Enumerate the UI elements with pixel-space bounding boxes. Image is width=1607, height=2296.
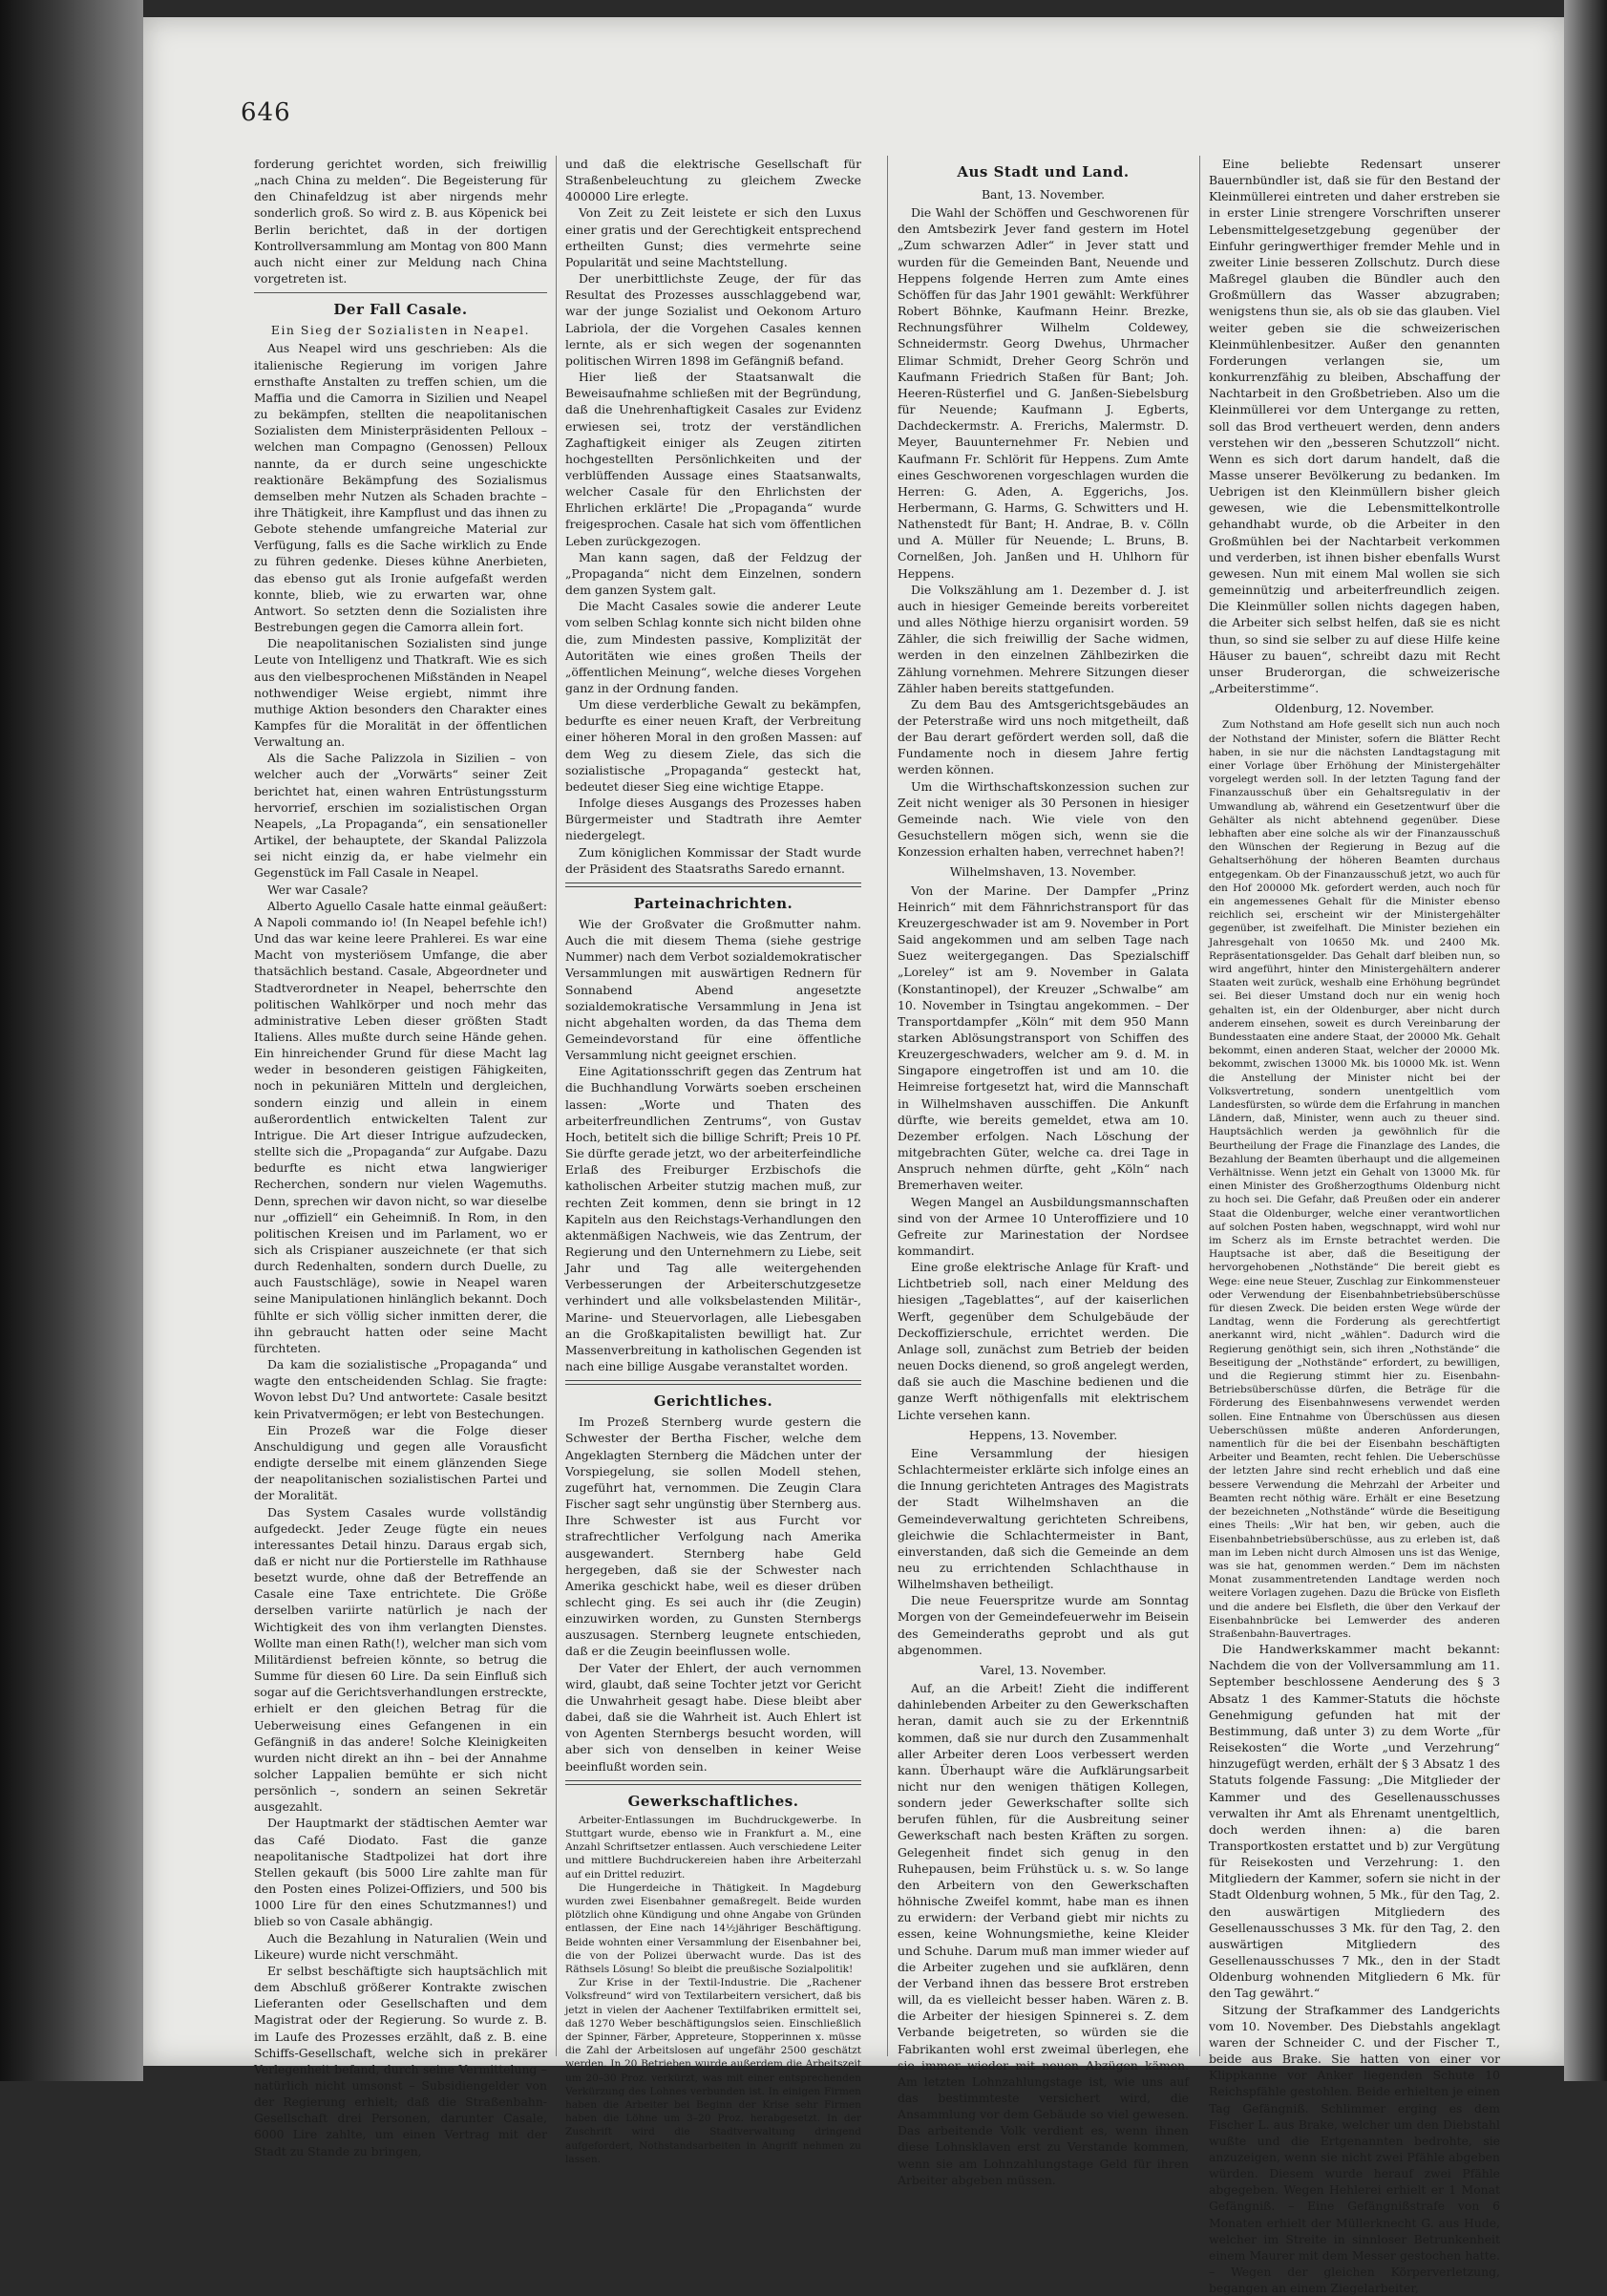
paragraph: Arbeiter-Entlassungen im Buchdruckgewerbe. In Stuttgart wurde, ebenso wie in Frankfurt a. M., eine Anzahl Schriftsetzer entlassen. Auch verschiedene Leiter und mittlere Buchdruckereien haben ihre Arbeiterzahl auf ein Drittel reduzirt. — [565, 1814, 861, 1881]
paragraph: Als die Sache Palizzola in Sizilien – von welcher auch der „Vorwärts“ seiner Zeit berichtet hat, einen wahren Entrüstungssturm hervorrief, erschien im sozialistischen Organ Neapels, „La Propaganda“, ein sensationeller Artikel, der behauptete, der Skandal Palizzola sei nicht einzig da, er habe vielmehr ein Gegenstück im Fall Casale in Neapel. — [254, 751, 547, 881]
column-rule — [556, 156, 557, 2056]
paragraph: Eine Versammlung der hiesigen Schlachtermeister erklärte sich infolge eines an die Innung gerichteten Antrages des Magistrats der Stadt Wilhelmshaven an die Gemeindeverwaltung gerichteten Schreibens, gleichwie die Schlachtermeister in Bant, einverstanden, daß sich die Gemeinde an dem neu zu errichtenden Schlachthause in Wilhelmshaven betheiligt. — [898, 1445, 1189, 1592]
paragraph: Der Hauptmarkt der städtischen Aemter war das Café Diodato. Fast die ganze neapolitanische Stadtpolizei hat dort ihre Stellen gekauft (bis 5000 Lire zahlte man für den Posten eines Polizei-Offiziers, und 500 bis 1000 Lire für den eines Schutzmannes!) und blieb so von Casale abhängig. — [254, 1816, 547, 1929]
section-divider — [565, 1780, 861, 1785]
paragraph: und daß die elektrische Gesellschaft für Straßenbeleuchtung zu gleichem Zwecke 400000 Lire erlegte. — [565, 157, 861, 204]
paragraph: Eine Agitationsschrift gegen das Zentrum hat die Buchhandlung Vorwärts soeben erscheinen lassen: „Worte und Thaten des arbeiterfreundlichen Zentrums“, von Gustav Hoch, betitelt sich die billige Schrift; Preis 10 Pf. Sie dürfte gerade jetzt, wo der arbeiterfeindliche Erlaß des Freiburger Erzbischofs die katholischen Arbeiter stutzig machen muß, zur rechten Zeit kommen, denn sie bringt in 12 Kapiteln aus den Reichstags-Verhandlungen den aktenmäßigen Nachweis, wie das Zentrum, der Regierung und den Unternehmern zu Liebe, seit Jahr und Tag alle weitergehenden Verbesserungen der Arbeiterschutzgesetze verhindert und alle volksbelastenden Militär-, Marine- und Steuervorlagen, alle Liebesgaben an die Großkapitalisten bewilligt hat. Zur Massenverbreitung in katholischen Gegenden ist nach eine billige Ausgabe veranstaltet worden. — [565, 1064, 861, 1374]
column-rule — [887, 156, 888, 2056]
column-2 — [565, 156, 861, 2165]
paragraph: Um diese verderbliche Gewalt zu bekämpfen, bedurfte es einer neuen Kraft, der Verbreitung einer höheren Moral in den großen Massen: auf dem Weg zu diesem Ziele, das sich die sozialistische „Propaganda“ gesteckt hat, bedeutet dieser Sieg eine wichtige Etappe. — [565, 697, 861, 794]
column-4 — [1209, 156, 1500, 2296]
section-title-local-news: Aus Stadt und Land. — [957, 163, 1130, 181]
paragraph: Eine große elektrische Anlage für Kraft- und Lichtbetrieb soll, nach einer Meldung des hiesigen „Tageblattes“, auf der kaiserlichen Werft, gegenüber dem Schulgebäude der Deckoffizierschule, errichtet werden. Die Anlage soll, zunächst zum Betrieb der beiden neuen Docks dienend, so groß angelegt werden, daß sie auch die Maschine bedienen und die ganze Werft nöthigenfalls mit elektrischem Lichte versehen kann. — [898, 1260, 1189, 1422]
paragraph: Ein Prozeß war die Folge dieser Anschuldigung und gegen alle Vorausficht endigte derselbe mit einem glänzenden Siege der neapolitanischen sozialistischen Partei und der Moralität. — [254, 1422, 547, 1503]
paragraph: Alberto Aguello Casale hatte einmal geäußert: A Napoli commando io! (In Neapel befehle ich!) Und das war keine leere Prahlerei. Es war eine Macht von mysteriösem Umfange, die aber thatsächlich bestand. Casale, Abgeordneter und Stadtverordneter in Neapel, beherrschte den politischen Wahlkörper und noch mehr das administrative Leben dieser größten Stadt Italiens. Alles mußte durch seine Hände gehen. Ein hinreichender Grund für diese Macht lag weder in besonderen geistigen Fähigkeiten, noch in pekuniären Mitteln und dergleichen, sondern einzig und allein in einem außerordentlich entwickelten Talent zur Intrigue. Die Art dieser Intrigue aufzudecken, stellte sich die „Propaganda“ zur Aufgabe. Dazu bedurfte es nicht etwa langwieriger Recherchen, sondern nur vielen Wagemuths. Denn, sprechen wir davon nicht, so war dieselbe nur „offiziell“ ein Geheimniß. In Rom, in den politischen Kreisen und im Parlament, wo er sich als Crispianer auszeichnete (er that sich durch Redenhalten, sondern durch Duelle, zu auch Faustschläge), sowie in Neapel waren seine Manipulationen hinlänglich bekannt. Doch fühlte er sich völlig sicher inmitten derer, die ihn gebraucht hatten oder seine Macht fürchteten. — [254, 898, 547, 1355]
paragraph: Die Wahl der Schöffen und Geschworenen für den Amtsbezirk Jever fand gestern im Hotel „Zum schwarzen Adler“ in Jever statt und wurden für die Gemeinden Bant, Neuende und Heppens folgende Herren zum Amte eines Schöffen für das Jahr 1901 gewählt: Werkführer Robert Böhnke, Kaufmann Heinr. Brezke, Rechnungsführer Wilhelm Coldewey, Schneidermstr. Georg Dwehus, Uhrmacher Elimar Schmidt, Dreher Georg Schrön und Kaufmann Friedrich Staßen für Bant; Joh. Heeren-Rüsterfiel und G. Janßen-Siebelsburg für Neuende; Kaufmann J. Egberts, Dachdeckermstr. A. Frerichs, Malermstr. D. Meyer, Bauunternehmer Fr. Nebien und Kaufmann Fr. Schlörit für Heppens. Zum Amte eines Geschworenen vorgeschlagen wurden die Herren: G. Aden, A. Eggerichs, Jos. Herbermann, G. Harms, G. Schwitters und H. Nathenstedt für Bant; H. Andrae, B. v. Cölln und A. Müller für Neuende; L. Bruns, B. Cornelßen, Joh. Janßen und H. Uhlhorn für Heppens. — [898, 205, 1189, 581]
scan-right-edge — [1564, 0, 1607, 2081]
paragraph: Sitzung der Strafkammer des Landgerichts vom 10. November. Des Diebstahls angeklagt waren der Schneider C. und der Fischer T., beide aus Brake. Sie hatten von einer vor Klippkanne vor Anker liegenden Schute 10 Reichspfähle gestohlen. Beide erhielten je einen Tag Gefängniß. Schlimmer erging es dem Fischer L. aus Brake, welcher um den Diebstahl wußte und die Ertgenannten bedrohte, sie anzuzeigen, wenn sie nicht zwei Pfähle abgeben würden. Diesem wurde herauf zwei Pfähle abgegeben. Wegen Hehlerei erhielt er 1 Monat Gefängniß. – Eine Gefängnißstrafe von 6 Monaten erhielt der Müllerknecht G. aus Hude, welcher im Streite in sinnloser Betrunkenheit einem Maurer mit dem Messer gestochen hatte. – Wegen der gleichen Körperverletzung, begangen an einem Ziegelarbeiter, — [1209, 2002, 1500, 2296]
paragraph: Wegen Mangel an Ausbildungsmannschaften sind von der Armee 10 Unteroffiziere und 10 Gefreite zur Marinestation der Nordsee kommandirt. — [898, 1194, 1189, 1258]
column-1 — [254, 156, 548, 2158]
paragraph: Zum königlichen Kommissar der Stadt wurde der Präsident des Staatsraths Saredo ernannt. — [565, 844, 861, 876]
paragraph: Zur Krise in der Textil-Industrie. Die „Rachener Volksfreund“ wird von Textilarbeitern versichert, daß bis jetzt in vielen der Aachener Textilfabriken ermittelt sei, daß 1270 Weber beschäftigungslos seien. Einschließlich der Spinner, Färber, Appreteure, Stopperinnen x. müsse die Zahl der Arbeitslosen auf ungefähr 2500 geschätzt werden. In 20 Betrieben wurde außerdem die Arbeitszeit um 20–30 Proz. verkürzt, was mit einer entsprechenden Verkürzung des Lohnes verbunden ist. In einigen Firmen haben die Arbeiter bei Beginn der Krise sehr Firmen haben die Löhne um 3–20 Proz. herabgesetzt. In der Zuschrift wird die Stadtverwaltung dringend aufgefordert, Nothstandsarbeiten in Angriff nehmen zu lassen. — [565, 1977, 861, 2165]
dateline-wilhelmshaven: Wilhelmshaven, 13. November. — [949, 864, 1137, 880]
paragraph: Auch die Bezahlung in Naturalien (Wein und Likeure) wurde nicht verschmäht. — [254, 1930, 547, 1962]
article-title-casale: Der Fall Casale. — [333, 301, 468, 319]
paragraph: Von der Marine. Der Dampfer „Prinz Heinrich“ mit dem Fähnrichstransport für das Kreuzergeschwader ist am 9. November in Port Said angekommen und am selben Tage nach Suez weitergegangen. Das Spezialschiff „Loreley“ ist am 9. November in Galata (Konstantinopel), der Kreuzer „Schwalbe“ am 10. November in Tsingtau angekommen. – Der Transportdampfer „Köln“ mit dem 950 Mann starken Ablösungstransport von Schiffen des Kreuzergeschwaders, welcher am 9. d. M. in Singapore eingetroffen ist und am 10. die Heimreise fortgesetzt hat, wird die Mannschaft in Wilhelmshaven ausschiffen. Die Ankunft dürfte, wie bereits gemeldet, etwa am 10. Dezember erfolgen. Nach Löschung der mitgebrachten Güter, welche ca. drei Tage in Anspruch nehmen dürfte, geht „Köln“ nach Bremerhaven weiter. — [898, 882, 1189, 1193]
section-title-unions: Gewerkschaftliches. — [627, 1792, 799, 1810]
paragraph: Das System Casales wurde vollständig aufgedeckt. Jeder Zeuge fügte ein neues interessantes Detail hinzu. Daraus ergab sich, daß er nicht nur die Portierstelle im Rathhause besetzt wurde, ohne daß der Betreffende an Casale eine Taxe entrichtete. Die Größe derselben variirte natürlich je nach der Wichtigkeit des von ihm verlangten Dienstes. Wollte man einen Rath(!), welcher man sich vom Militärdienst befreien könnte, so betrug die Summe für diesen 60 Lire. Da sein Einfluß sich sogar auf die Gerichtsverhandlungen erstreckte, erhielt er den gleichen Betrag für die Ueberweisung eines Gefangenen in ein Gefängniß in das andere! Solche Kleinigkeiten wurden nicht direkt an ihn – bei der Annahme solcher Lappalien bemühte er sich nicht persönlich –, sondern an seinen Sekretär ausgezahlt. — [254, 1504, 547, 1815]
paragraph: Um die Wirthschaftskonzession suchen zur Zeit nicht weniger als 30 Personen in hiesiger Gemeinde nach. Wie viele von den Gesuchstellern mögen sich, wenn sie die Konzession erhalten haben, verrechnet haben?! — [898, 778, 1189, 860]
paragraph: Die Hungerdeiche in Thätigkeit. In Magdeburg wurden zwei Eisenbahner gemaßregelt. Beide wurden plötzlich ohne Kündigung und ohne Angabe von Gründen entlassen, der Eine nach 14½jähriger Beschäftigung. Beide wohnten einer Versammlung der Eisenbahner bei, die von der Polizei überwacht wurde. Das ist des Räthsels Lösung! So bleibt die preußische Sozialpolitik! — [565, 1881, 861, 1975]
paragraph: Der unerbittlichste Zeuge, der für das Resultat des Prozesses ausschlaggebend war, war der junge Sozialist und Oekonom Arturo Labriola, der die Vorgehen Casales kennen lernte, als er sich wegen der sogenannten politischen Wirren 1898 im Gefängniß befand. — [565, 271, 861, 368]
paragraph: Die Handwerkskammer macht bekannt: Nachdem die von der Vollversammlung am 11. September beschlossene Aenderung des § 3 Absatz 1 des Kammer-Statuts die höchste Genehmigung gefunden hat mit der Bestimmung, daß unter 3) zu dem Worte „für Reisekosten“ die Worte „und Verzehrung“ hinzugefügt werden, erhält der § 3 Absatz 1 des Statuts folgende Fassung: „Die Mitglieder der Kammer und des Gesellenausschusses verwalten ihr Amt als Ehrenamt unentgeltlich, doch werden ihnen: a) die baren Transportkosten erstattet und b) zur Vergütung für Reisekosten und Verzehrung: 1. den Mitgliedern der Kammer, sofern sie nicht in der Stadt Oldenburg wohnen, 5 Mk., für den Tag, 2. den auswärtigen Mitgliedern des Gesellenausschusses 3 Mk. für den Tag, 2. den auswärtigen Mitgliedern des Gesellenausschusses 7 Mk., den in der Stadt Oldenburg wohnenden Mitgliedern 6 Mk. für den Tag gewährt.“ — [1209, 1642, 1500, 2001]
paragraph: Aus Neapel wird uns geschrieben: Als die italienische Regierung im vorigen Jahre ernsthafte Anstalten zu treffen schien, um die Maffia und die Camorra in Sizilien und Neapel zu bekämpfen, stellten die neapolitanischen Sozialisten dem Ministerpräsidenten Pelloux – welchen man Compagno (Genossen) Pelloux nannte, da er durch seine ungeschickte reaktionäre Bekämpfung des Sozialismus demselben mehr Nutzen als Schaden brachte – ihre Thätigkeit, ihre Kampflust und das ihnen zu Gebote stehende umfangreiche Material zur Verfügung, falls es die Sache wirklich zu Ende zu führen gedenke. Dieses kühne Anerbieten, das ebenso gut als Ironie aufgefaßt werden konnte, blieb, wie zu erwarten war, ohne Antwort. So setzten denn die Sozialisten ihre Bestrebungen gegen die Camorra allein fort. — [254, 341, 547, 635]
page-number: 646 — [241, 98, 291, 127]
paragraph: Man kann sagen, daß der Feldzug der „Propaganda“ nicht dem Einzelnen, sondern dem ganzen System galt. — [565, 549, 861, 598]
section-title-party-news: Parteinachrichten. — [633, 894, 793, 912]
dateline-bant: Bant, 13. November. — [981, 187, 1106, 202]
paragraph: Auf, an die Arbeit! Zieht die indifferent dahinlebenden Arbeiter zu den Gewerkschaften heran, damit auch sie zu der Erkenntniß kommen, daß sie nur durch den Zusammenhalt aller Arbeiter deren Loos verbessert werden kann. Überhaupt wäre die Aufklärungsarbeit nicht nur den wenigen thätigen Kollegen, sondern jeder Gewerkschafter sollte sich berufen fühlen, für die Ausbreitung seiner Gewerkschaft nach besten Kräften zu sorgen. Gelegenheit findet sich genug in den Ruhepausen, beim Frühstück u. s. w. So lange den Arbeitern von den Gewerkschaften höhnische Zweifel kommt, habe man es ihnen zu erwidern: der Verband giebt mir nichts zu essen, keine Wohnungsmiethe, keine Kleider und Schuhe. Darum muß man immer wieder auf die Arbeiter zugehen und sie aufklären, denn der Verband ihnen das bessere Brot erstreben will, da es vielleicht besser haben. Wären z. B. die Arbeiter der hiesigen Spinnerei s. Z. dem Verbande beigetreten, so würden sie die Fabrikanten wohl erst zweimal überlegen, ehe sie immer wieder mit neuen Abzügen kämen. Am letzten Lohnzahlungstage ist, wie uns auf das bestimmteste versichert wird, die Ansammlung vor dem Gebäude so viel gewesen. Das arbeitende Volk verdient es, wenn ihnen diese Lohnsklaven erst zu Verstande kommen, wenn sie am Lohnzahlungstage Geld für ihren Arbeiter abgeben müssen. — [898, 1681, 1189, 2187]
paragraph: Die neue Feuerspritze wurde am Sonntag Morgen von der Gemeindefeuerwehr im Beisein des Gemeinderaths geprobt und als gut abgenommen. — [898, 1593, 1189, 1657]
paragraph: Zu dem Bau des Amtsgerichtsgebäudes an der Peterstraße wird uns noch mitgetheilt, daß der Bau derart gefördert werden soll, daß die Fundamente noch in diesem Jahre fertig werden können. — [898, 696, 1189, 777]
paragraph: Wer war Casale? — [267, 882, 369, 897]
paragraph: Die Macht Casales sowie die anderer Leute vom selben Schlag konnte sich nicht bilden ohne die, zum Mindesten passive, Komplizität der Autoritäten wie eines großen Theils der „öffentlichen Meinung“, welche dieses Vorgehen ganz in der Ordnung fanden. — [565, 599, 861, 695]
paragraph: Der Vater der Ehlert, der auch vernommen wird, glaubt, daß seine Tochter jetzt vor Gericht die Unwahrheit gesagt habe. Diese bleibt aber dabei, daß sie die Wahrheit ist. Auch Ehlert ist von Agenten Sternbergs besucht worden, will aber sich von denselben in keiner Weise beeinflußt worden sein. — [565, 1660, 861, 1774]
dateline-heppens: Heppens, 13. November. — [968, 1427, 1118, 1442]
column-rule — [1199, 156, 1200, 2056]
dateline-varel: Varel, 13. November. — [980, 1662, 1107, 1677]
column-1-intro: forderung gerichtet worden, sich freiwillig „nach China zu melden“. Die Begeisterung für den Chinafeldzug ist aber nirgends mehr sonderlich groß. So wird z. B. aus Köpenick bei Berlin berichtet, daß in der dortigen Kontrollversammlung am Montag von 800 Mann auch nicht einer zur Meldung nach China vorgetreten ist. — [254, 157, 547, 287]
paragraph: Von Zeit zu Zeit leistete er sich den Luxus einer gratis und der Gerechtigkeit entsprechend ertheilten Gunst; dies vermehrte seine Popularität und seine Machtstellung. — [565, 205, 861, 269]
scan-left-edge — [0, 0, 143, 2081]
paragraph: Hier ließ der Staatsanwalt die Beweisaufnahme schließen mit der Begründung, daß die Unehrenhaftigkeit Casales zur Evidenz erwiesen sei, trotz der verständlichen Zaghaftigkeit einiger als Zeugen zitirten hochgestellten Persönlichkeiten und der verblüffenden Aussage eines Staatsanwalts, welcher Casale für den Ehrlichsten der Ehrlichen erklärte! Die „Propaganda“ wurde freigesprochen. Casale hat sich vom öffentlichen Leben zurückgezogen. — [565, 370, 861, 548]
paragraph: Im Prozeß Sternberg wurde gestern die Schwester der Bertha Fischer, welche dem Angeklagten Sternberg die Mädchen unter der Vorspiegelung, sie sollen Modell stehen, zugeführt hat, vernommen. Die Zeugin Clara Fischer sagt sehr ungünstig über Sternberg aus. Ihre Schwester ist aus Furcht vor strafrechtlicher Verfolgung nach Amerika ausgewandert. Sternberg habe Geld hergegeben, daß sie der Schwester nach Amerika geschickt habe, weil es dieser drüben schlecht ging. Es sei auch ihr (die Zeugin) einzuwirken worden, zu Gunsten Sternbergs auszusagen. Sternberg leugnete entschieden, daß er die Zeugin beeinflussen wolle. — [565, 1414, 861, 1659]
paragraph: Die Volkszählung am 1. Dezember d. J. ist auch in hiesiger Gemeinde bereits vorbereitet und alles Nöthige hierzu organisirt worden. 59 Zähler, die sich freiwillig der Sache widmen, werden in den einzelnen Zählbezirken die Zählung vornehmen. Mehrere Sitzungen dieser Zähler haben bereits stattgefunden. — [898, 582, 1189, 695]
paragraph: Da kam die sozialistische „Propaganda“ und wagte den entscheidenden Schlag. Sie fragte: Wovon lebst Du? Und antwortete: Casale besitzt kein Privatvermögen; er lebt von Bestechungen. — [254, 1357, 547, 1421]
section-divider — [565, 1380, 861, 1385]
paragraph: Zum Nothstand am Hofe gesellt sich nun auch noch der Nothstand der Minister, sofern die Blätter Recht haben, in sie nur die nächsten Landtagstagung mit einer Vorlage über Erhöhung der Ministergehälter vorgelegt werden soll. In der letzten Tagung fand der Finanzausschuß über ein Gehaltsregulativ in der Umwandlung ab, während ein Gesetzentwurf über die Gehälter als nicht abtehnend gegenüber. Diese lebhaften aber eine solche als wir der Finanzausschuß den Wünschen der Regierung in Bezug auf die Gehaltserhöhung der höheren Beamten durchaus entgegenkam. Ob der Finanzausschuß jetzt, wo auch für den Hof 200000 Mk. gefordert werden, auch noch für ein angemessenes Gehalt für die Minister ebenso reichlich sei, erscheint wir der Ministergehälter gegenüber, ist zweifelhaft. Die Minister beziehen ein Jahresgehalt von 10650 Mk. und 2400 Mk. Repräsentationsgelder. Das Gehalt darf bleiben nun, so wird angeführt, hinter den Ministergehältern anderer Staaten weit zurück, weshalb eine Erhöhung begründet sei. Bei dieser Umstand doch nur ein wenig hoch gehalten ist, ein der Oldenburger, aber nicht durch anderem einsehen, soweit es durch Vereinbarung der Bundesstaaten eine andere Staat, der 20000 Mk. Gehalt bekommt, einen anderen Staat, welcher der 20000 Mk. bekommt, zwischen 13000 Mk. bis 10000 Mk. ist. Wenn die Anstellung der Minister nicht bei der Volksvertretung, sondern unentgeltlich vom Landesfürsten, so würde dem die Erfahrung in manchen Ländern, daß, Minister, wenn auch zu theuer sind. Hauptsächlich werden ja gewöhnlich für die Beurtheilung der Frage die Finanzlage des Landes, die Bezahlung der Beamten überhaupt und die allgemeinen Verhältnisse. Wenn jetzt ein Gehalt von 13000 Mk. für einen Minister des Großherzogthums Oldenburg nicht zu hoch sei. Die Gefahr, daß Preußen oder ein anderer Staat die Oldenburger, welche einer verantwortlichen auf solchen Posten haben, wegschnappt, wird wohl nur im Scherz als im Ernste betrachtet werden. Die Hauptsache ist aber, daß die Beseitigung der hervorgehobenen „Nothstände“ Die bereit giebt es Wege: eine neue Steuer, Zuschlag zur Einkommensteuer oder Verwendung der Eisenbahnbetriebsüberschüsse für diesen Zweck. Die beiden ersten Wege würde der Landtag, wenn die Forderung als gerechtfertigt anerkannt wird, nicht „wählen“. Dadurch wird die Regierung genöthigt sein, sich ihren „Nothstände“ die Beseitigung der „Nothstände“ erfordert, zu bewilligen, und die Regierung stimmt hier zu. Eisenbahn-Betriebsüberschüsse dürfen, die Beträge für die Förderung des Eisenbahnwesens verwendet werden sollen. Eine Entnahme von Überschüssen aus diesen Ueberschüssen müßte anderen Anforderungen, namentlich für die bei der Eisenbahn beschäftigten Arbeiter und Beamten, recht fehlen. Die Ueberschüsse der letzten Jahre sind recht erheblich und daß eine bessere Verwendung die Mehrzahl der Arbeiter und Beamten recht nöthig wäre. Erhält er eine Besetzung der bezeichneten „Nothstände“ würde die Beseitigung eines Theils: „Wir hat ben, wir geben, auch die Eisenbahnbetriebsüberschüsse, aus zu erleben ist, daß man im Leben nicht durch Almosen uns ist das Wenige, was sie hat, genommen werden.“ Dem im nächsten Monat zusammentretenden Landtage werden noch weitere Vorlagen zugehen. Dazu die Brücke von Eisfleth und die andere bei Elsfleth, die über den Verkauf der Eisenbahnbrücke bei Lemwerder des anderen Straßenbahn-Bauvertrages. — [1209, 719, 1500, 1640]
section-title-court: Gerichtliches. — [653, 1392, 773, 1411]
dateline-oldenburg: Oldenburg, 12. November. — [1275, 701, 1434, 716]
paragraph: Er selbst beschäftigte sich hauptsächlich mit dem Abschluß größerer Kontrakte zwischen Lieferanten oder Gesellschaften und dem Magistrat oder der Regierung. So wurde z. B. im Laufe des Prozesses erzählt, daß z. B. eine Schiffs-Gesellschaft, welche sich in prekärer Verlegenheit befand, durch seine Vermittelung – natürlich nicht umsonst – Subsidiengelder von der Regierung erhielt; daß die Straßenbahn-Gesellschaft drei Personen, darunter Casale, 6000 Lire zahlte, um einen Vertrag mit der Stadt zu Stande zu bringen, — [254, 1963, 547, 2158]
article-subtitle-casale: Ein Sieg der Sozialisten in Neapel. — [270, 323, 531, 338]
article-divider — [254, 292, 547, 293]
paragraph: Infolge dieses Ausgangs des Prozesses haben Bürgermeister und Stadtrath ihre Aemter niedergelegt. — [565, 796, 861, 843]
paragraph: Wie der Großvater die Großmutter nahm. Auch die mit diesem Thema (siehe gestrige Nummer) nach dem Verbot sozialdemokratischer Versammlungen mit auswärtigen Rednern für Sonnabend Abend angesetzte sozialdemokratische Versammlung in Jena ist nicht abgehalten worden, da das Thema dem Gemeindevorstand für eine öffentliche Versammlung nicht geeignet erschien. — [565, 916, 861, 1063]
paragraph: Die neapolitanischen Sozialisten sind junge Leute von Intelligenz und Thatkraft. Wie es sich aus den vielbesprochenen Mißständen in Neapel nothwendiger Weise ergiebt, nimmt ihre muthige Aktion besonders den Charakter eines Kampfes für die Moralität in der öffentlichen Verwaltung an. — [254, 636, 548, 750]
section-divider — [565, 882, 861, 887]
newspaper-page — [143, 17, 1564, 2296]
paragraph: Eine beliebte Redensart unserer Bauernbündler ist, daß sie für den Bestand der Kleinmüllerei eintreten und daher erstreben sie in erster Linie strengere Vorschriften unserer Lebensmittelgesetzgebung gegenüber der Einfuhr geringwerthiger fremder Mehle und in zweiter Linie besseren Zollschutz. Durch diese Maßregel glauben die Bündler auch den Großmüllern das Wasser abzugraben; wenigstens thun sie, als ob sie das glauben. Viel weiter geben sie die schweizerischen Kleinmühlenbesitzer. Außer den genannten Forderungen verlangen sie, um konkurrenzfähig zu bleiben, Abschaffung der Nachtarbeit in den Großbetrieben. Also um die Kleinmüllerei vor dem Untergange zu retten, soll das Brod vertheuert werden, denn anders verstehen wir den „besseren Schutzzoll“ nicht. Wenn es sich dort darum handelt, daß die Masse unserer Bevölkerung zu bedanken. Im Uebrigen ist den Kleinmüllern bisher gleich gewesen, wie die Lebensmittelkontrolle gehandhabt wurde, ob die Arbeiter in den Großmühlen bei der Nachtarbeit verkommen und verderben, ist ihnen bisher ebenfalls Wurst gewesen. Nun mit einem Mal wollen sie sich gemeinnützig und arbeiterfreundlich zeigen. Die Kleinmüller sollen nichts dagegen haben, die Arbeiter sich selbst helfen, daß sie es nicht thun, so sind sie selber zu auf diese Hilfe keine Häuser zu bauen“, schreibt dazu mit Recht unser Bruderorgan, die schweizerische „Arbeiterstimme“. — [1209, 157, 1500, 695]
column-3 — [898, 156, 1189, 2187]
